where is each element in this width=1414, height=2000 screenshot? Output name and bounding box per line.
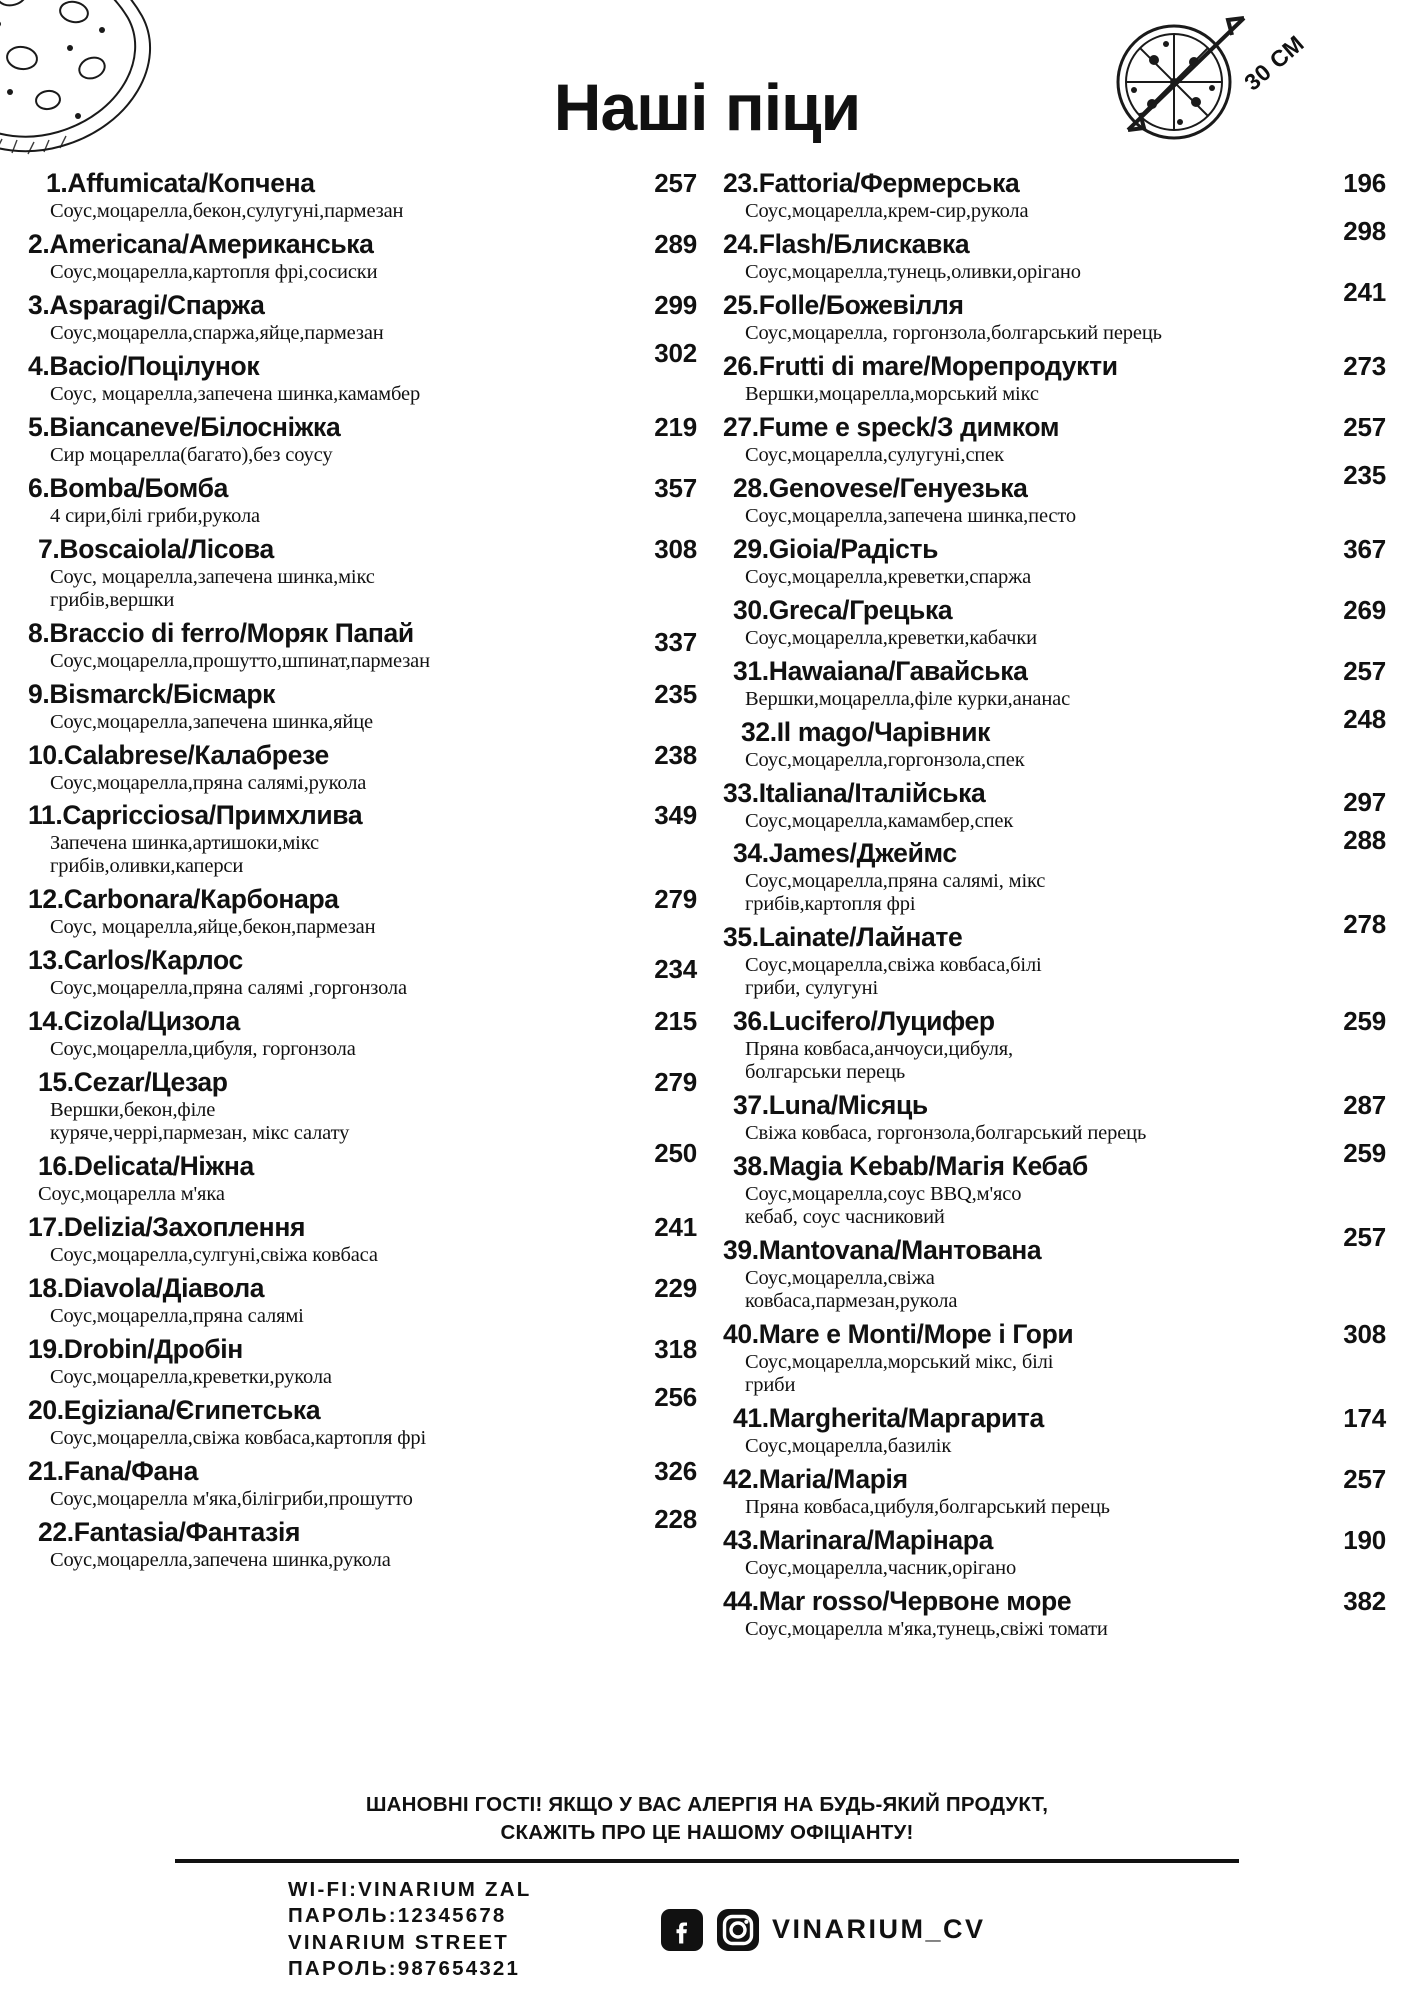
item-price: 273 bbox=[1343, 350, 1386, 381]
menu-item[interactable] bbox=[28, 473, 697, 528]
item-name: 6.Bomba/Бомба bbox=[28, 472, 228, 503]
menu-item[interactable] bbox=[723, 1138, 1386, 1229]
item-description: Соус,моцарелла,свіжа ковбаса,картопля фрі bbox=[50, 1426, 426, 1449]
item-name: 37.Luna/Місяць bbox=[733, 1090, 928, 1121]
item-name: 19.Drobin/Дробін bbox=[28, 1334, 243, 1365]
menu-item[interactable] bbox=[723, 215, 1386, 284]
menu-column-left bbox=[0, 168, 707, 1647]
wifi-network-line: WI-FI:VINARIUM ZAL bbox=[288, 1878, 532, 1902]
menu-item[interactable] bbox=[28, 1138, 697, 1206]
menu-item[interactable] bbox=[28, 168, 697, 223]
item-price: 289 bbox=[654, 228, 697, 259]
item-price: 337 bbox=[654, 626, 697, 657]
item-price: 299 bbox=[654, 289, 697, 320]
item-name: 3.Asparagi/Спаржа bbox=[28, 289, 265, 320]
item-name: 14.Cizola/Цизола bbox=[28, 1006, 240, 1037]
item-description: Соус,моцарелла,креветки,спаржа bbox=[745, 565, 1032, 588]
item-description: Вершки,бекон,філе куряче,черрі,пармезан, мікс салату bbox=[50, 1099, 350, 1145]
item-name: 7.Boscaiola/Лісова bbox=[38, 533, 274, 564]
item-description: Соус,моцарелла,запечена шинка,песто bbox=[745, 504, 1076, 527]
item-price: 241 bbox=[1343, 276, 1386, 307]
menu-item[interactable] bbox=[28, 1212, 697, 1267]
item-name: 29.Gioia/Радість bbox=[733, 533, 939, 564]
item-name: 33.Italiana/Італійська bbox=[723, 777, 986, 808]
item-name: 12.Carbonara/Карбонара bbox=[28, 884, 339, 915]
item-name: 20.Egiziana/Єгипетська bbox=[28, 1394, 321, 1425]
item-name: 43.Marinara/Марінара bbox=[723, 1524, 994, 1555]
item-description: Соус,моцарелла м'яка,тунець,свіжі томати bbox=[745, 1617, 1108, 1640]
menu-item[interactable] bbox=[28, 945, 697, 1000]
item-price: 257 bbox=[1343, 655, 1386, 686]
item-name: 35.Lainate/Лайнате bbox=[723, 922, 963, 953]
item-price: 308 bbox=[1343, 1318, 1386, 1349]
item-price: 278 bbox=[1343, 909, 1386, 940]
menu-item[interactable] bbox=[723, 534, 1386, 589]
item-description: Соус,моцарелла,пряна салямі, мікс грибів,картопля фрі bbox=[745, 870, 1046, 916]
item-name: 32.Il mago/Чарівник bbox=[741, 716, 991, 747]
menu-item[interactable] bbox=[28, 1067, 697, 1145]
menu-item[interactable] bbox=[723, 825, 1386, 916]
item-price: 279 bbox=[654, 1067, 697, 1098]
item-name: 2.Americana/Американська bbox=[28, 228, 374, 259]
item-name: 13.Carlos/Карлос bbox=[28, 945, 243, 976]
item-price: 287 bbox=[1343, 1090, 1386, 1121]
item-price: 269 bbox=[1343, 594, 1386, 625]
item-description: Соус,моцарелла,свіжа ковбаса,пармезан,рукола bbox=[745, 1267, 958, 1313]
social-links bbox=[600, 1908, 1244, 1952]
menu-item[interactable] bbox=[723, 1464, 1386, 1519]
footer bbox=[0, 1791, 1414, 1983]
item-price: 234 bbox=[654, 954, 697, 985]
item-price: 256 bbox=[654, 1381, 697, 1412]
item-description: Соус,моцарелла,горгонзола,спек bbox=[745, 748, 1025, 771]
item-description: Пряна ковбаса,цибуля,болгарський перець bbox=[745, 1495, 1110, 1518]
item-description: Соус,моцарелла,соус BBQ,м'ясо кебаб, соус часниковий bbox=[745, 1183, 1022, 1229]
item-name: 16.Delicata/Ніжна bbox=[38, 1151, 254, 1182]
menu-item[interactable] bbox=[723, 459, 1386, 528]
item-description: Соус,моцарелла,бекон,сулугуні,пармезан bbox=[50, 200, 404, 222]
menu-item[interactable] bbox=[28, 1273, 697, 1328]
item-price: 248 bbox=[1343, 703, 1386, 734]
menu-item[interactable] bbox=[28, 740, 697, 795]
wifi-info bbox=[170, 1877, 600, 1982]
footer-divider bbox=[175, 1859, 1239, 1863]
item-name: 25.Folle/Божевілля bbox=[723, 289, 964, 320]
item-price: 279 bbox=[654, 884, 697, 915]
item-description: Соус,моцарелла,креветки,кабачки bbox=[745, 626, 1037, 649]
menu-item[interactable] bbox=[723, 1006, 1386, 1084]
menu-item[interactable] bbox=[28, 800, 697, 878]
item-price: 174 bbox=[1343, 1402, 1386, 1433]
item-price: 235 bbox=[654, 678, 697, 709]
item-price: 288 bbox=[1343, 825, 1386, 856]
item-description: 4 сири,білі гриби,рукола bbox=[50, 504, 260, 527]
item-price: 257 bbox=[654, 168, 697, 198]
item-description: Соус,моцарелла,базилік bbox=[745, 1434, 952, 1457]
item-description: Свіжа ковбаса, горгонзола,болгарський перець bbox=[745, 1122, 1147, 1145]
menu-item[interactable] bbox=[28, 337, 697, 406]
item-name: 30.Greca/Грецька bbox=[733, 594, 953, 625]
item-name: 26.Frutti di mare/Морепродукти bbox=[723, 350, 1118, 381]
menu-item[interactable] bbox=[723, 703, 1386, 772]
item-price: 349 bbox=[654, 800, 697, 831]
page-title: Наші піци bbox=[553, 70, 861, 144]
menu-item[interactable] bbox=[723, 276, 1386, 345]
item-name: 44.Mar rosso/Червоне море bbox=[723, 1585, 1072, 1616]
item-price: 298 bbox=[1343, 215, 1386, 246]
item-name: 4.Bacio/Поцілунок bbox=[28, 350, 260, 381]
menu-item[interactable] bbox=[28, 534, 697, 612]
menu-columns bbox=[0, 168, 1414, 1647]
item-price: 238 bbox=[654, 739, 697, 770]
menu-item[interactable] bbox=[723, 1319, 1386, 1397]
item-description: Соус,моцарелла,запечена шинка,яйце bbox=[50, 710, 374, 733]
item-price: 219 bbox=[654, 411, 697, 442]
item-description: Запечена шинка,артишоки,мікс грибів,оливки,каперси bbox=[50, 832, 319, 878]
item-description: Соус,моцарелла,пряна салямі,рукола bbox=[50, 771, 367, 794]
item-name: 8.Braccio di ferro/Моряк Папай bbox=[28, 617, 414, 648]
menu-item[interactable] bbox=[723, 1403, 1386, 1458]
wifi-password-line-2: ПАРОЛЬ:987654321 bbox=[288, 1956, 521, 1980]
item-price: 367 bbox=[1343, 533, 1386, 564]
item-description: Соус,моцарелла,морський мікс, білі гриби bbox=[745, 1350, 1054, 1396]
item-name: 28.Genovese/Генуезька bbox=[733, 472, 1028, 503]
item-price: 229 bbox=[654, 1273, 697, 1304]
item-price: 308 bbox=[654, 533, 697, 564]
item-price: 382 bbox=[1343, 1585, 1386, 1616]
item-description: Сир моцарелла(багато),без соусу bbox=[50, 443, 333, 466]
menu-item[interactable] bbox=[723, 656, 1386, 711]
item-description: Соус,моцарелла,креветки,рукола bbox=[50, 1366, 332, 1389]
menu-item[interactable] bbox=[28, 1334, 697, 1389]
item-description: Соус,моцарелла,пряна салямі bbox=[50, 1305, 304, 1328]
item-name: 9.Bismarck/Бісмарк bbox=[28, 678, 276, 709]
item-name: 23.Fattoria/Фермерська bbox=[723, 168, 1020, 198]
item-price: 318 bbox=[654, 1334, 697, 1365]
item-description: Соус,моцарелла,сулгуні,свіжа ковбаса bbox=[50, 1244, 378, 1267]
item-description: Соус,моцарелла,спаржа,яйце,пармезан bbox=[50, 321, 384, 344]
item-price: 257 bbox=[1343, 1222, 1386, 1253]
item-description: Соус,моцарелла,свіжа ковбаса,білі гриби, сулугуні bbox=[745, 954, 1042, 1000]
item-description: Соус,моцарелла,камамбер,спек bbox=[745, 809, 1014, 832]
item-name: 24.Flash/Блискавка bbox=[723, 228, 970, 259]
item-name: 36.Lucifero/Луцифер bbox=[733, 1006, 995, 1037]
item-price: 235 bbox=[1343, 459, 1386, 490]
item-price: 228 bbox=[654, 1503, 697, 1534]
menu-item[interactable] bbox=[723, 1586, 1386, 1641]
wifi-network-line-2: VINARIUM STREET bbox=[288, 1930, 509, 1954]
menu-item[interactable] bbox=[723, 595, 1386, 650]
item-name: 1.Affumicata/Копчена bbox=[46, 168, 315, 198]
item-description: Соус, моцарелла,запечена шинка,мікс грибів,вершки bbox=[50, 565, 375, 611]
item-description: Соус, моцарелла,запечена шинка,камамбер bbox=[50, 382, 421, 405]
item-name: 21.Fana/Фана bbox=[28, 1455, 198, 1486]
social-handle: VINARIUM_CV bbox=[772, 1914, 986, 1945]
menu-item[interactable] bbox=[28, 1006, 697, 1061]
item-description: Вершки,моцарелла,морський мікс bbox=[745, 382, 1039, 405]
item-price: 190 bbox=[1343, 1524, 1386, 1555]
item-description: Соус,моцарелла м'яка bbox=[38, 1183, 225, 1206]
menu-item[interactable] bbox=[723, 778, 1386, 833]
menu-item[interactable] bbox=[28, 884, 697, 939]
item-name: 42.Maria/Марія bbox=[723, 1463, 908, 1494]
menu-item[interactable] bbox=[28, 412, 697, 467]
menu-column-right bbox=[707, 168, 1414, 1647]
item-price: 326 bbox=[654, 1455, 697, 1486]
item-description: Соус,моцарелла,часник,орігано bbox=[745, 1556, 1017, 1579]
item-price: 297 bbox=[1343, 786, 1386, 817]
item-description: Соус,моцарелла,цибуля, горгонзола bbox=[50, 1038, 356, 1061]
pizza-size-label: 30 СМ bbox=[1239, 30, 1310, 96]
facebook-icon[interactable] bbox=[660, 1908, 704, 1952]
item-price: 302 bbox=[654, 337, 697, 368]
footer-contact-row bbox=[0, 1877, 1414, 1982]
menu-item[interactable] bbox=[28, 1381, 697, 1450]
instagram-icon[interactable] bbox=[716, 1908, 760, 1952]
allergy-notice bbox=[0, 1791, 1414, 1848]
item-description: Пряна ковбаса,анчоуси,цибуля, болгарськи перець bbox=[745, 1038, 1014, 1084]
item-price: 357 bbox=[654, 472, 697, 503]
item-name: 41.Margherita/Маргарита bbox=[733, 1402, 1044, 1433]
menu-item[interactable] bbox=[28, 1503, 697, 1572]
item-price: 259 bbox=[1343, 1006, 1386, 1037]
item-price: 250 bbox=[654, 1138, 697, 1169]
item-price: 257 bbox=[1343, 411, 1386, 442]
item-description: Соус,моцарелла,крем-сир,рукола bbox=[745, 200, 1029, 222]
menu-item[interactable] bbox=[28, 229, 697, 284]
item-description: Вершки,моцарелла,філе курки,ананас bbox=[745, 687, 1071, 710]
menu-item[interactable] bbox=[28, 679, 697, 734]
menu-item[interactable] bbox=[723, 168, 1386, 223]
item-name: 15.Cezar/Цезар bbox=[38, 1067, 228, 1098]
item-description: Соус,моцарелла,пряна салямі ,горгонзола bbox=[50, 977, 407, 1000]
menu-item[interactable] bbox=[723, 412, 1386, 467]
item-description: Соус,моцарелла, горгонзола,болгарський перець bbox=[745, 321, 1162, 344]
menu-item[interactable] bbox=[723, 1525, 1386, 1580]
item-description: Соус,моцарелла,сулугуні,спек bbox=[745, 443, 1004, 466]
item-name: 10.Calabrese/Калабрезе bbox=[28, 739, 329, 770]
menu-item[interactable] bbox=[723, 909, 1386, 1000]
menu-item[interactable] bbox=[723, 1090, 1386, 1145]
item-name: 18.Diavola/Діавола bbox=[28, 1273, 265, 1304]
wifi-password-line: ПАРОЛЬ:12345678 bbox=[288, 1904, 507, 1928]
menu-item[interactable] bbox=[28, 290, 697, 345]
item-description: Соус,моцарелла,картопля фрі,сосиски bbox=[50, 260, 378, 283]
item-price: 259 bbox=[1343, 1138, 1386, 1169]
item-name: 5.Biancaneve/Білосніжка bbox=[28, 411, 341, 442]
item-description: Соус,моцарелла,прошутто,шпинат,пармезан bbox=[50, 649, 430, 672]
menu-item[interactable] bbox=[723, 351, 1386, 406]
item-name: 11.Capricciosa/Примхлива bbox=[28, 800, 363, 831]
item-name: 40.Mare e Monti/Море і Гори bbox=[723, 1318, 1074, 1349]
item-name: 17.Delizia/Захоплення bbox=[28, 1212, 306, 1243]
menu-item[interactable] bbox=[28, 1456, 697, 1511]
allergy-line-2: СКАЖІТЬ ПРО ЦЕ НАШОМУ ОФІЦІАНТУ! bbox=[500, 1820, 914, 1844]
allergy-line-1: ШАНОВНІ ГОСТІ! ЯКЩО У ВАС АЛЕРГІЯ НА БУДЬ-ЯКИЙ ПРОДУКТ, bbox=[365, 1792, 1049, 1816]
item-price: 196 bbox=[1343, 168, 1386, 198]
item-name: 31.Hawaiana/Гавайська bbox=[733, 655, 1028, 686]
item-name: 27.Fume e speck/З димком bbox=[723, 411, 1060, 442]
item-price: 241 bbox=[654, 1212, 697, 1243]
item-price: 257 bbox=[1343, 1463, 1386, 1494]
item-name: 39.Mantovana/Мантована bbox=[723, 1235, 1042, 1266]
item-price: 215 bbox=[654, 1006, 697, 1037]
item-description: Соус, моцарелла,яйце,бекон,пармезан bbox=[50, 916, 376, 939]
item-name: 34.James/Джеймс bbox=[733, 838, 957, 869]
item-description: Соус,моцарелла,запечена шинка,рукола bbox=[50, 1548, 391, 1571]
item-name: 38.Magia Kebab/Магія Кебаб bbox=[733, 1151, 1088, 1182]
item-description: Соус,моцарелла м'яка,білігриби,прошутто bbox=[50, 1487, 413, 1510]
item-name: 22.Fantasia/Фантазія bbox=[38, 1516, 301, 1547]
menu-item[interactable] bbox=[723, 1222, 1386, 1313]
menu-item[interactable] bbox=[28, 618, 697, 673]
item-description: Соус,моцарелла,тунець,оливки,орігано bbox=[745, 260, 1081, 283]
